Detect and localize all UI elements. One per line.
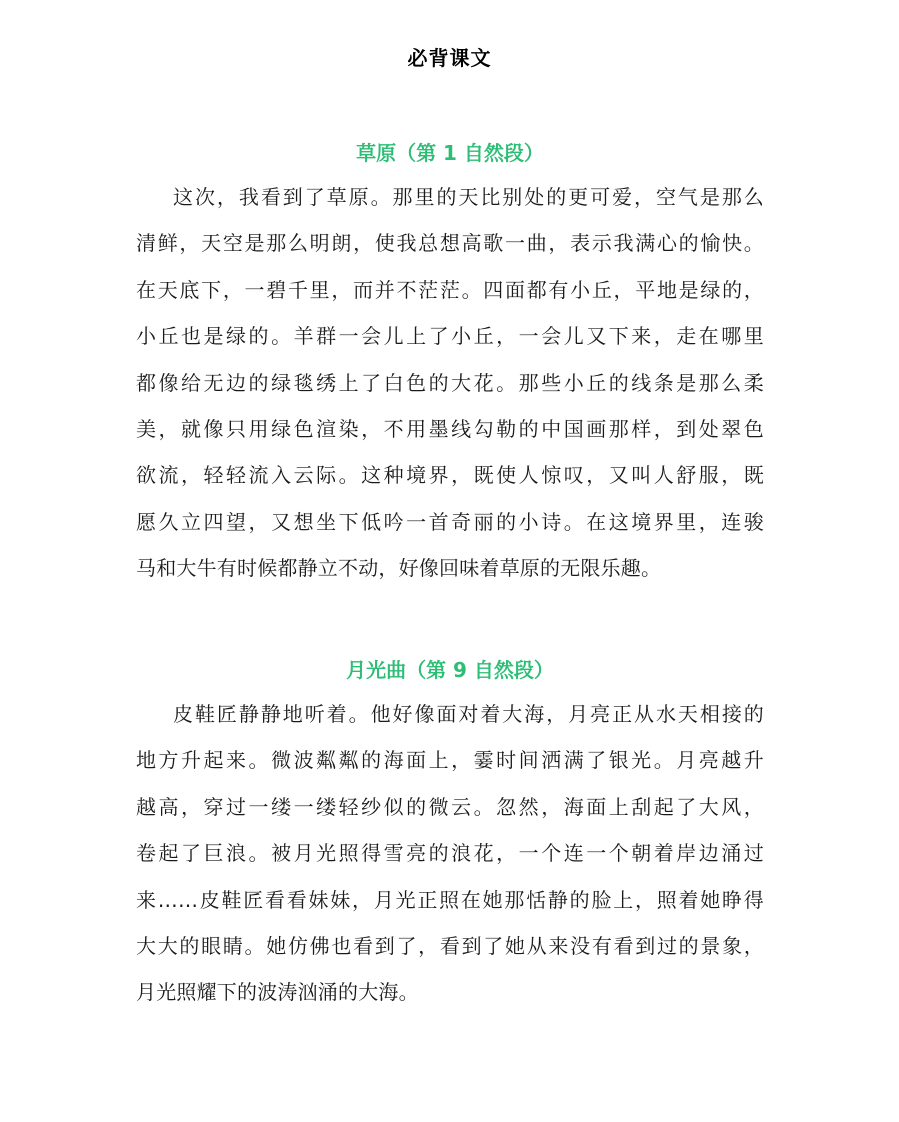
- paragraph-line: 皮鞋匠静静地听着。他好像面对着大海，月亮正从水天相接的: [173, 702, 764, 726]
- section-yueguangqu: [136, 649, 764, 1016]
- paragraph-line: 清鲜，天空是那么明朗，使我总想高歌一曲，表示我满心的愉快。: [136, 231, 764, 256]
- paragraph-line: 这次，我看到了草原。那里的天比别处的更可爱，空气是那么: [173, 185, 764, 209]
- paragraph-line: 小丘也是绿的。羊群一会儿上了小丘，一会儿又下来，走在哪里: [136, 324, 764, 349]
- paragraph-line: 欲流，轻轻流入云际。这种境界，既使人惊叹，又叫人舒服，既: [136, 463, 764, 488]
- section-title: 草原（第 1 自然段）: [356, 141, 544, 165]
- paragraph: [136, 691, 764, 1016]
- paragraph-line: 地方升起来。微波粼粼的海面上，霎时间洒满了银光。月亮越升: [136, 748, 764, 773]
- paragraph-line: 马和大牛有时候都静立不动，好像回味着草原的无限乐趣。: [136, 556, 662, 581]
- section-caoyuan: [136, 132, 764, 592]
- paragraph: [136, 174, 764, 592]
- paragraph-line: 越高，穿过一缕一缕轻纱似的微云。忽然，海面上刮起了大风，: [136, 794, 764, 819]
- paragraph-line: 来……皮鞋匠看看妹妹，月光正照在她那恬静的脸上，照着她睁得: [136, 887, 764, 912]
- page-title: 必背课文: [407, 46, 492, 70]
- paragraph-line: 月光照耀下的波涛汹涌的大海。: [136, 980, 419, 1005]
- paragraph-line: 美，就像只用绿色渲染，不用墨线勾勒的中国画那样，到处翠色: [136, 416, 764, 441]
- paragraph-line: 在天底下，一碧千里，而并不茫茫。四面都有小丘，平地是绿的，: [136, 277, 764, 302]
- paragraph-line: 都像给无边的绿毯绣上了白色的大花。那些小丘的线条是那么柔: [136, 370, 764, 395]
- paragraph-line: 卷起了巨浪。被月光照得雪亮的浪花，一个连一个朝着岸边涌过: [136, 841, 764, 866]
- paragraph-line: 愿久立四望，又想坐下低吟一首奇丽的小诗。在这境界里，连骏: [136, 509, 764, 534]
- paragraph-line: 大大的眼睛。她仿佛也看到了，看到了她从来没有看到过的景象，: [136, 933, 764, 958]
- section-title: 月光曲（第 9 自然段）: [346, 658, 554, 682]
